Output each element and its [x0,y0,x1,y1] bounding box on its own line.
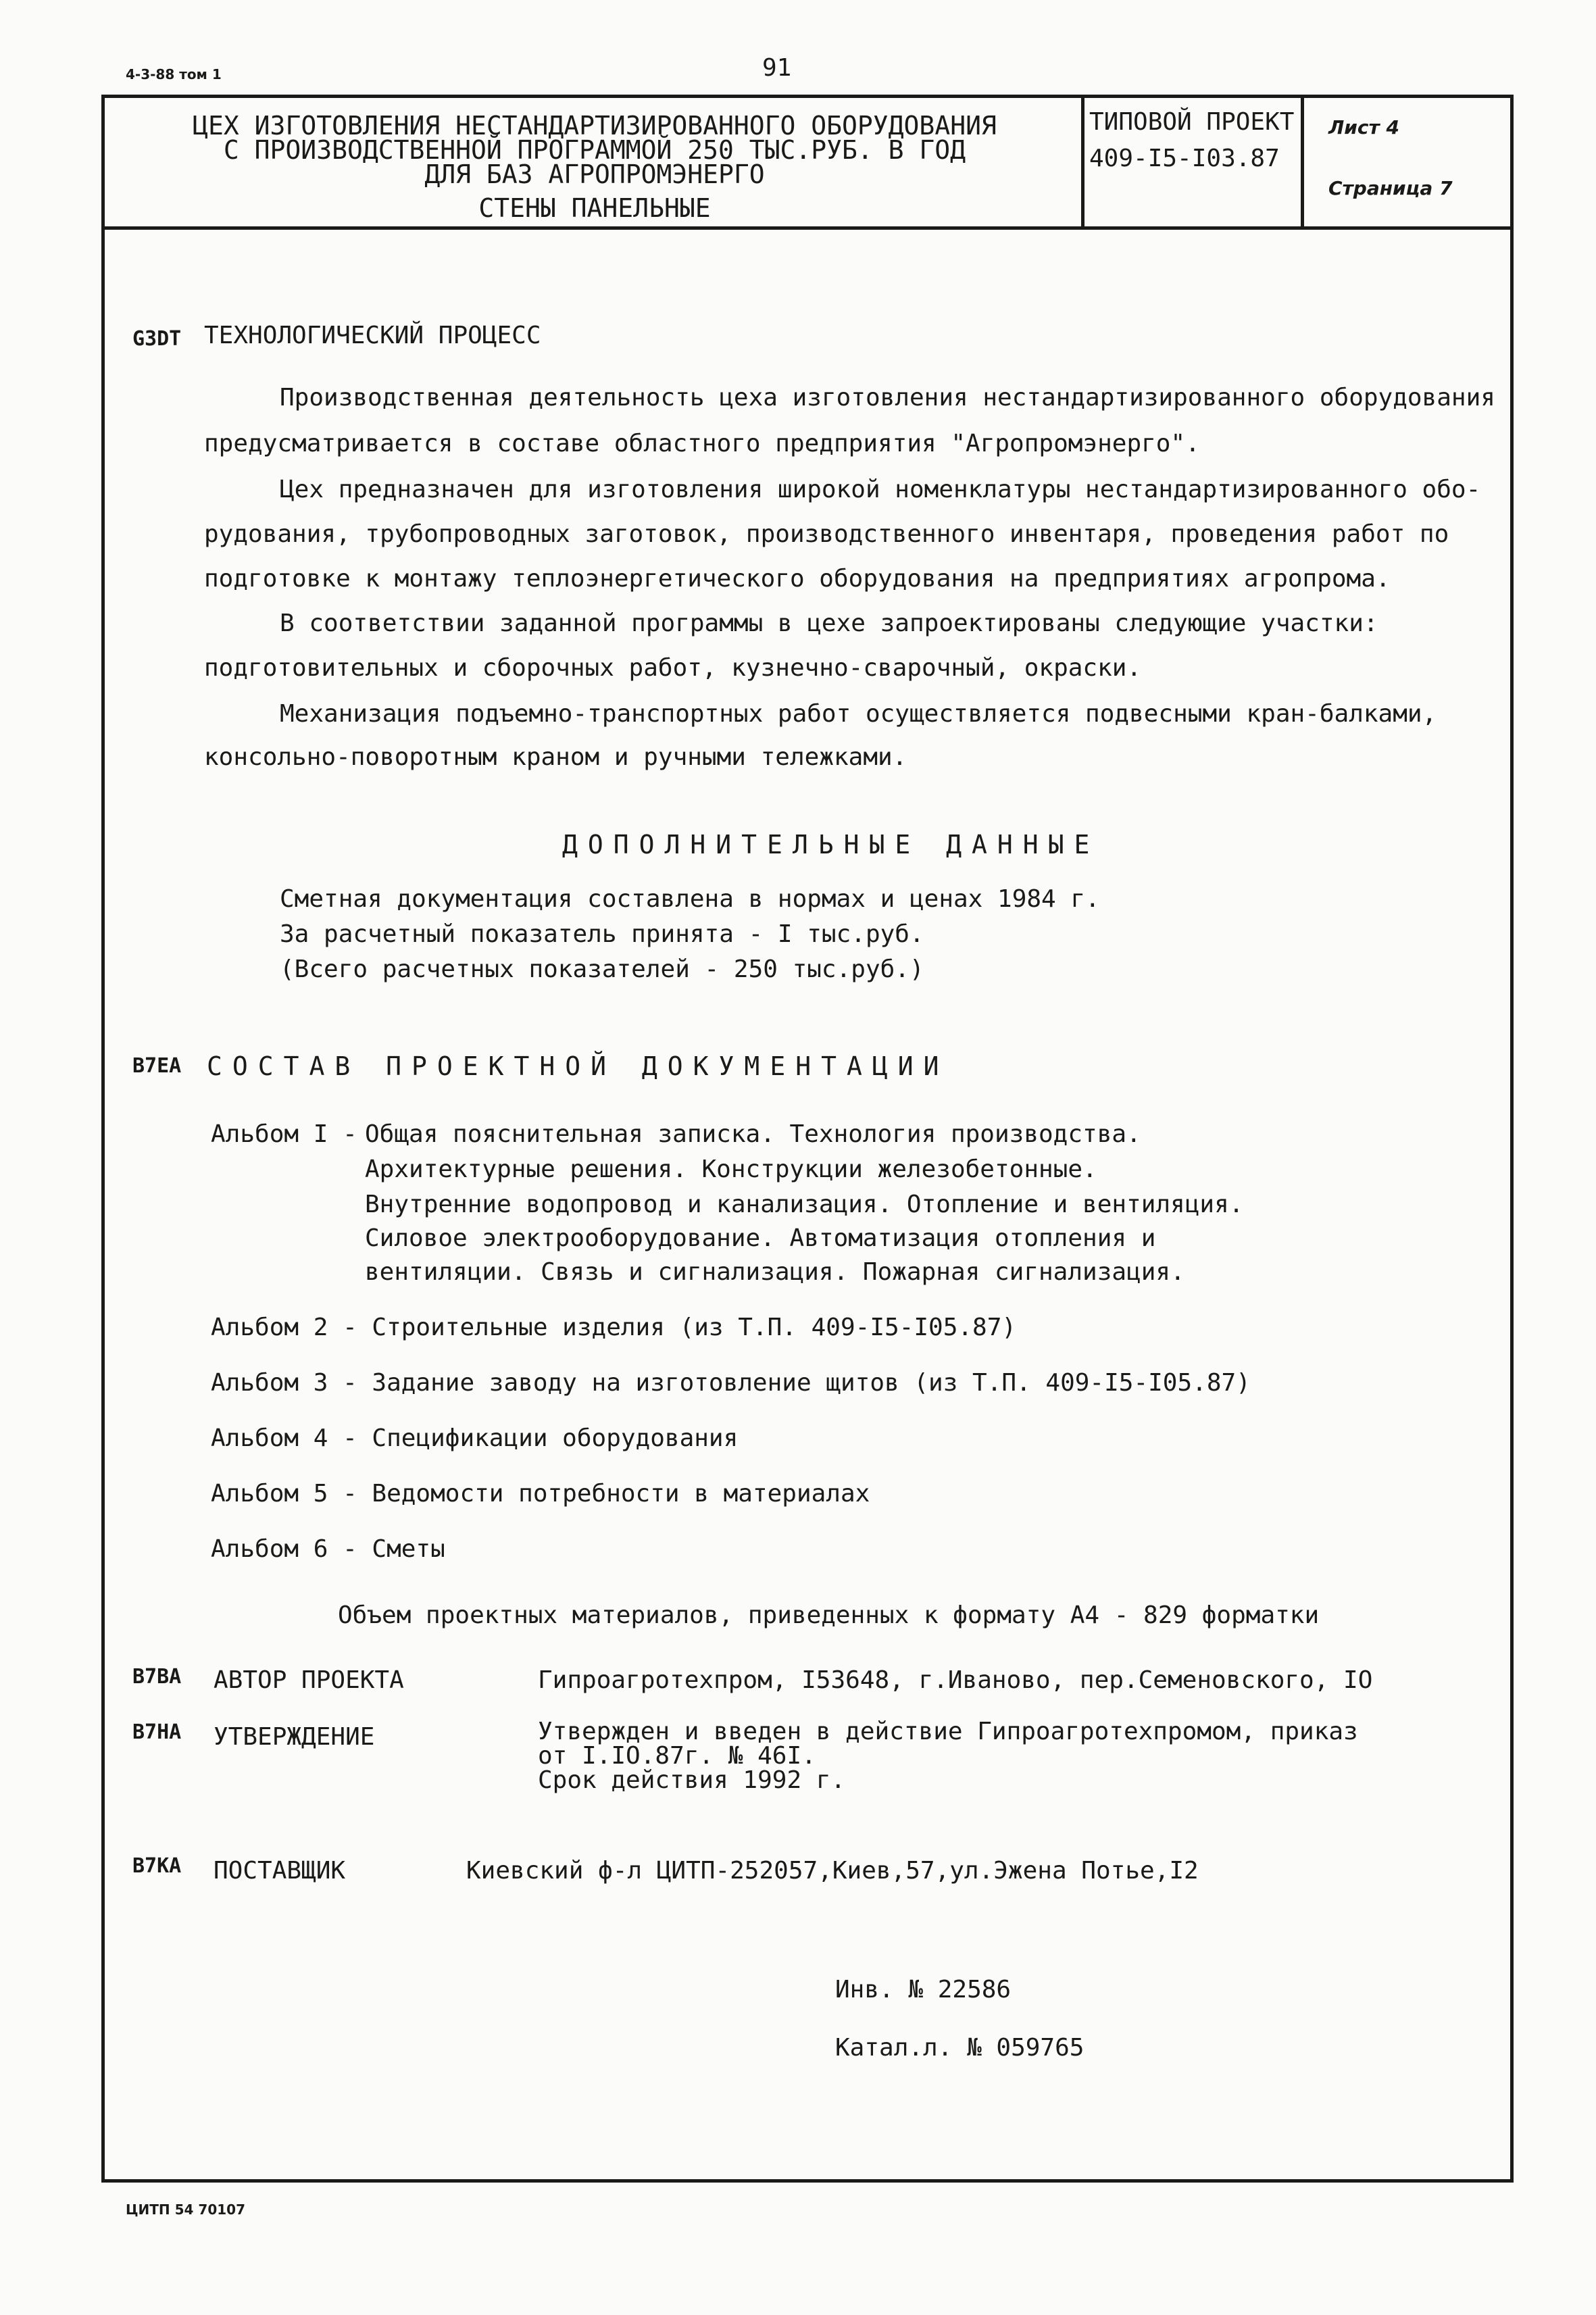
tech-line-9: консольно-поворотным краном и ручными тележками. [204,743,907,771]
page-label: Страница 7 [1328,177,1453,199]
title-block-separator-2 [1301,95,1304,228]
supplier-label: ПОСТАВЩИК [214,1857,346,1885]
catalog-number: Катал.л. № 059765 [835,2034,1084,2062]
approval-label: УТВЕРЖДЕНИЕ [214,1723,375,1751]
album-1-line-3: Внутренние водопровод и канализация. Отопление и вентиляция. [365,1191,1244,1218]
tech-line-4: рудования, трубопроводных заготовок, производственного инвентаря, проведения работ по [204,520,1449,548]
doc-reference: 4-3-88 том 1 [126,66,222,82]
sheet-number: Лист 4 [1328,116,1399,139]
album-1-line-5: вентиляции. Связь и сигнализация. Пожарная сигнализация. [365,1258,1185,1286]
extra-line-1: Сметная документация составлена в нормах и ценах 1984 г. [280,885,1100,913]
album-3: Альбом 3 - Задание заводу на изготовление щитов (из Т.П. 409-I5-I05.87) [211,1369,1251,1397]
project-label: ТИПОВОЙ ПРОЕКТ [1089,108,1295,136]
documentation-volume: Объем проектных материалов, приведенных к формату А4 - 829 форматки [338,1601,1320,1629]
page-number: 91 [762,54,792,82]
title-line-3: ДЛЯ БАЗ АГРОПРОМЭНЕРГО [424,159,765,189]
title-line-1: ЦЕХ ИЗГОТОВЛЕНИЯ НЕСТАНДАРТИЗИРОВАННОГО ОБОРУДОВАНИЯ [193,111,997,141]
footer-code: ЦИТП 54 70107 [126,2201,246,2218]
album-6: Альбом 6 - Сметы [211,1535,445,1563]
inventory-number: Инв. № 22586 [835,1976,1012,2003]
supplier-value: Киевский ф-л ЦИТП-252057,Киев,57,ул.Эжена Потье,I2 [466,1857,1199,1885]
tech-line-7: подготовительных и сборочных работ, кузнечно-сварочный, окраски. [204,654,1142,682]
supplier-code: B7KA [132,1854,182,1878]
tech-code: G3DT [132,327,182,351]
album-1-line-1: Общая пояснительная записка. Технология производства. [365,1120,1141,1148]
approval-line-2: от I.IO.87г. № 46I. [538,1742,816,1770]
extra-line-3: (Всего расчетных показателей - 250 тыс.руб.) [280,955,924,983]
album-4: Альбом 4 - Спецификации оборудования [211,1424,739,1452]
tech-line-6: В соответствии заданной программы в цехе запроектированы следующие участки: [280,609,1378,637]
author-label: АВТОР ПРОЕКТА [214,1666,404,1694]
title-block-separator-1 [1081,95,1084,228]
album-1-line-4: Силовое электрооборудование. Автоматизация отопления и [365,1224,1156,1252]
album-2: Альбом 2 - Строительные изделия (из Т.П. 409-I5-I05.87) [211,1314,1017,1341]
extra-heading: ДОПОЛНИТЕЛЬНЫЕ ДАННЫЕ [562,830,1100,860]
project-number: 409-I5-I03.87 [1089,145,1280,172]
approval-line-3: Срок действия 1992 г. [538,1766,846,1794]
album-5: Альбом 5 - Ведомости потребности в материалах [211,1480,870,1508]
tech-line-8: Механизация подъемно-транспортных работ осуществляется подвесными кран-балками, [280,700,1437,728]
docs-heading: СОСТАВ ПРОЕКТНОЙ ДОКУМЕНТАЦИИ [207,1051,949,1081]
extra-line-2: За расчетный показатель принята - I тыс.руб. [280,920,924,948]
author-code: B7BA [132,1665,182,1689]
approval-code: B7HA [132,1720,182,1744]
tech-line-1: Производственная деятельность цеха изготовления нестандартизированного оборудования [280,384,1495,412]
title-line-4: СТЕНЫ ПАНЕЛЬНЫЕ [478,193,711,223]
approval-line-1: Утвержден и введен в действие Гипроагротехпромом, приказ [538,1718,1358,1745]
album-1-line-2: Архитектурные решения. Конструкции железобетонные. [365,1155,1097,1183]
tech-heading: ТЕХНОЛОГИЧЕСКИЙ ПРОЦЕСС [204,322,541,349]
author-value: Гипроагротехпром, I53648, г.Иваново, пер.Семеновского, IO [538,1666,1373,1694]
docs-code: B7EA [132,1054,182,1078]
tech-line-5: подготовке к монтажу теплоэнергетического оборудования на предприятиях агропрома. [204,565,1391,593]
album-1-label: Альбом I - [211,1120,357,1148]
tech-line-3: Цех предназначен для изготовления широкой номенклатуры нестандартизированного обо- [280,476,1481,503]
title-line-2: С ПРОИЗВОДСТВЕННОЙ ПРОГРАММОЙ 250 ТЫС.РУБ. В ГОД [223,135,966,165]
tech-line-2: предусматривается в составе областного предприятия "Агропромэнерго". [204,430,1200,457]
